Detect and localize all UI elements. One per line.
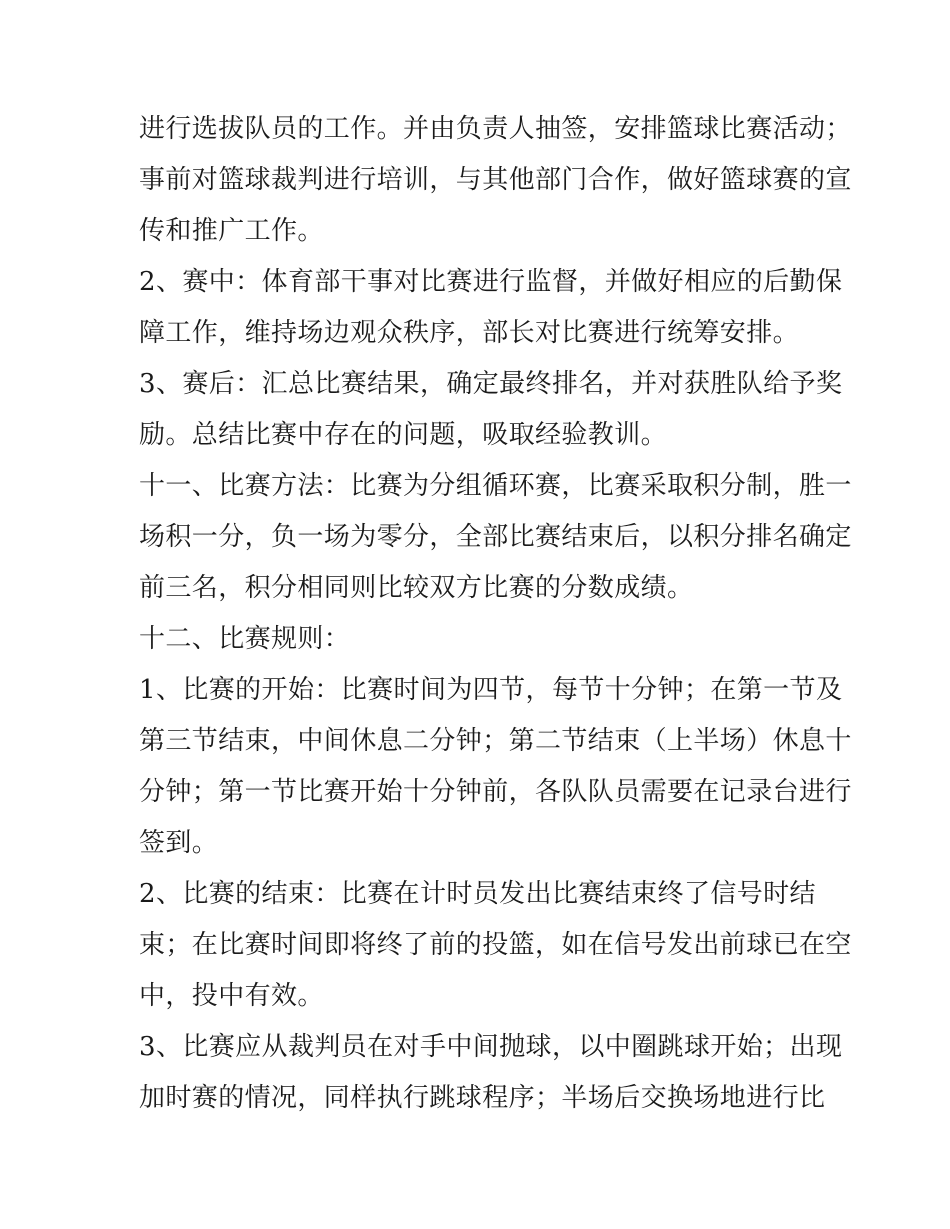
- text-line: 分钟；第一节比赛开始十分钟前，各队队员需要在记录台进行: [139, 777, 852, 807]
- text-line: 进行选拔队员的工作。并由负责人抽签，安排篮球比赛活动；: [139, 114, 852, 144]
- text-line: 1、比赛的开始：比赛时间为四节，每节十分钟；在第一节及: [139, 675, 843, 705]
- text-line: 加时赛的情况，同样执行跳球程序；半场后交换场地进行比: [139, 1083, 826, 1113]
- text-line: 2、赛中：体育部干事对比赛进行监督，并做好相应的后勤保: [139, 267, 843, 297]
- text-line: 中，投中有效。: [139, 981, 324, 1011]
- text-line: 第三节结束，中间休息二分钟；第二节结束（上半场）休息十: [139, 726, 852, 756]
- text-line: 3、赛后：汇总比赛结果，确定最终排名，并对获胜队给予奖: [139, 369, 843, 399]
- text-line: 签到。: [139, 828, 219, 858]
- text-line: 十一、比赛方法：比赛为分组循环赛，比赛采取积分制，胜一: [139, 471, 852, 501]
- text-line: 前三名，积分相同则比较双方比赛的分数成绩。: [139, 573, 694, 603]
- text-line: 障工作，维持场边观众秩序，部长对比赛进行统筹安排。: [139, 318, 800, 348]
- text-line: 励。总结比赛中存在的问题，吸取经验教训。: [139, 420, 668, 450]
- text-line: 3、比赛应从裁判员在对手中间抛球，以中圈跳球开始；出现: [139, 1032, 843, 1062]
- text-line: 事前对篮球裁判进行培训，与其他部门合作，做好篮球赛的宣: [139, 165, 852, 195]
- text-line: 束；在比赛时间即将终了前的投篮，如在信号发出前球已在空: [139, 930, 852, 960]
- text-line: 场积一分，负一场为零分，全部比赛结束后，以积分排名确定: [139, 522, 852, 552]
- text-line: 十二、比赛规则：: [139, 624, 351, 654]
- text-line: 传和推广工作。: [139, 216, 324, 246]
- text-line: 2、比赛的结束：比赛在计时员发出比赛结束终了信号时结: [139, 879, 816, 909]
